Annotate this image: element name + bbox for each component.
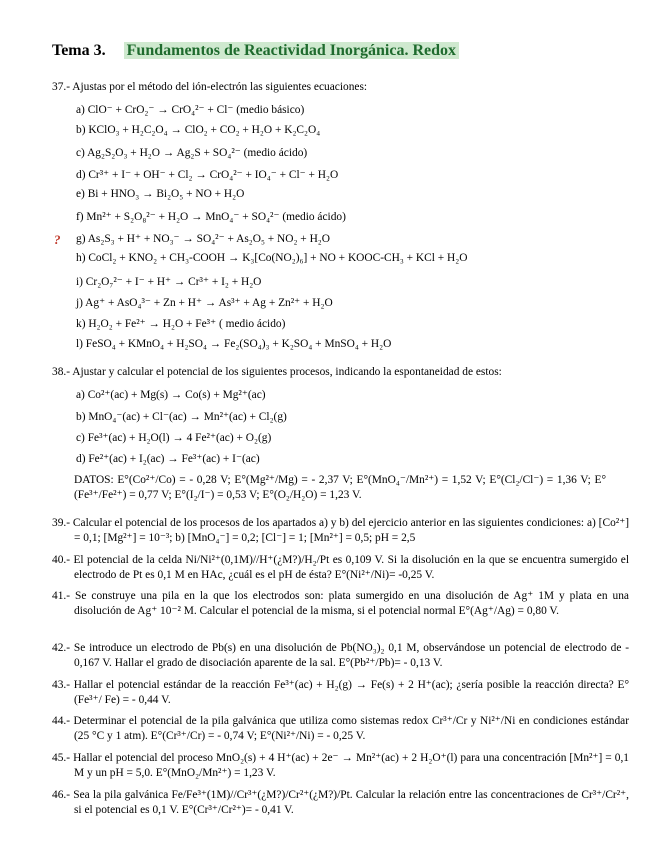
question-42: 42.- Se introduce un electrodo de Pb(s) en una disolución de Pb(NO₃)₂ 0,1 M, observándose un potencial de electrodo de - 0,167 V. Hallar el grado de disociación aparente de la sal. E°(Pb²⁺/Pb)= - 0,13 V. [52, 642, 629, 669]
q38-datos: DATOS: E°(Co²⁺/Co) = - 0,28 V; E°(Mg²⁺/Mg) = - 2,37 V; E°(MnO₄⁻/Mn²⁺) = 1,52 V; E°(Cl₂/Cl⁻) = 1,36 V; E°(Fe³⁺/Fe²⁺) = 0,77 V; E°(I₂/I⁻) = 0,53 V; E°(O₂/H₂O) = 1,23 V. [74, 474, 606, 501]
q38-item-d: d) Fe²⁺(ac) + I₂(ac) → Fe³⁺(ac) + I⁻(ac) [76, 453, 260, 465]
q37-item-j: j) Ag⁺ + AsO₄³⁻ + Zn + H⁺ → As³⁺ + Ag + Zn²⁺ + H₂O [76, 297, 333, 309]
q37-item-l: l) FeSO₄ + KMnO₄ + H₂SO₄ → Fe₂(SO₄)₃ + K₂SO₄ + MnSO₄ + H₂O [76, 338, 392, 350]
title-highlight: Fundamentos de Reactividad Inorgánica. Redox [124, 42, 459, 59]
q38-item-c: c) Fe³⁺(ac) + H₂O(l) → 4 Fe²⁺(ac) + O₂(g) [76, 432, 272, 444]
q37-item-e: e) Bi + HNO₃ → Bi₂O₅ + NO + H₂O [76, 188, 245, 200]
page-title [52, 42, 459, 60]
question-40: 40.- El potencial de la celda Ni/Ni²⁺(0,1M)//H⁺(¿M?)/H₂/Pt es 0,109 V. Si la disolución en la que se encuentra sumergido el electrodo de Pt es 0,1 M en HAc, ¿cuál es el pH de ésta? E°(Ni²⁺/Ni)= -0,25 V. [52, 554, 629, 581]
q38-intro: 38.- Ajustar y calcular el potencial de los siguientes procesos, indicando la espontaneidad de estos: [52, 366, 502, 378]
q37-item-g: g) As₂S₃ + H⁺ + NO₃⁻ → SO₄²⁻ + As₂O₅ + NO₂ + H₂O [76, 233, 331, 245]
q37-item-h: h) CoCl₂ + KNO₂ + CH₃-COOH → K₃[Co(NO₂)₆] + NO + KOOC-CH₃ + KCl + H₂O [76, 252, 468, 264]
question-39: 39.- Calcular el potencial de los procesos de los apartados a) y b) del ejercicio anterior en las siguientes condiciones: a) [Co²⁺] = 0,1; [Mg²⁺] = 10⁻³; b) [MnO₄⁻] = 0,2; [Cl⁻] = 1; [Mn²⁺] = 0,5; pH = 2,5 [52, 517, 629, 544]
question-43: 43.- Hallar el potencial estándar de la reacción Fe³⁺(ac) + H₂(g) → Fe(s) + 2 H⁺(ac); ¿sería posible la reacción directa? E°(Fe³⁺/ Fe) = - 0,44 V. [52, 679, 629, 706]
q37-item-i: i) Cr₂O₇²⁻ + I⁻ + H⁺ → Cr³⁺ + I₂ + H₂O [76, 276, 262, 288]
q37-item-b: b) KClO₃ + H₂C₂O₄ → ClO₂ + CO₂ + H₂O + K₂C₂O₄ [76, 124, 321, 136]
q37-item-a: a) ClO⁻ + CrO₂⁻ → CrO₄²⁻ + Cl⁻ (medio básico) [76, 104, 305, 116]
q37-intro: 37.- Ajustas por el método del ión-electrón las siguientes ecuaciones: [52, 81, 368, 93]
question-41: 41.- Se construye una pila en la que los electrodos son: plata sumergido en una disolución de Ag⁺ 1M y plata en una disolución de Ag⁺ 10⁻² M. Calcular el potencial de la misma, si el potencial normal E°(Ag⁺/Ag) = 0,80 V. [52, 590, 629, 617]
q37-item-d: d) Cr³⁺ + I⁻ + OH⁻ + Cl₂ → CrO₄²⁻ + IO₄⁻ + Cl⁻ + H₂O [76, 169, 339, 181]
question-44: 44.- Determinar el potencial de la pila galvánica que utiliza como sistemas redox Cr³⁺/Cr y Ni²⁺/Ni en condiciones estándar (25 °C y 1 atm). E°(Cr³⁺/Cr) = - 0,74 V; E°(Ni²⁺/Ni) = - 0,25 V. [52, 715, 629, 742]
question-46: 46.- Sea la pila galvánica Fe/Fe³⁺(1M)//Cr³⁺(¿M?)/Cr²⁺(¿M?)/Pt. Calcular la relación entre las concentraciones de Cr³⁺/Cr²⁺, si el potencial es 0,1 V. E°(Cr³⁺/Cr²⁺)= - 0,41 V. [52, 789, 629, 816]
title-prefix: Tema 3. [52, 42, 106, 59]
q37-item-c: c) Ag₂S₂O₃ + H₂O → Ag₂S + SO₄²⁻ (medio ácido) [76, 147, 308, 159]
q38-item-a: a) Co²⁺(ac) + Mg(s) → Co(s) + Mg²⁺(ac) [76, 389, 266, 401]
margin-question-mark: ? [54, 232, 61, 247]
q38-item-b: b) MnO₄⁻(ac) + Cl⁻(ac) → Mn²⁺(ac) + Cl₂(g) [76, 411, 287, 423]
q37-item-k: k) H₂O₂ + Fe²⁺ → H₂O + Fe³⁺ ( medio ácido) [76, 318, 286, 330]
question-45: 45.- Hallar el potencial del proceso MnO₂(s) + 4 H⁺(ac) + 2e⁻ → Mn²⁺(ac) + 2 H₂O⁺(l) para una concentración [Mn²⁺] = 0,1 M y un pH = 5,0. E°(MnO₂/Mn²⁺) = 1,23 V. [52, 752, 629, 779]
q37-item-f: f) Mn²⁺ + S₂O₈²⁻ + H₂O → MnO₄⁻ + SO₄²⁻ (medio ácido) [76, 211, 346, 223]
